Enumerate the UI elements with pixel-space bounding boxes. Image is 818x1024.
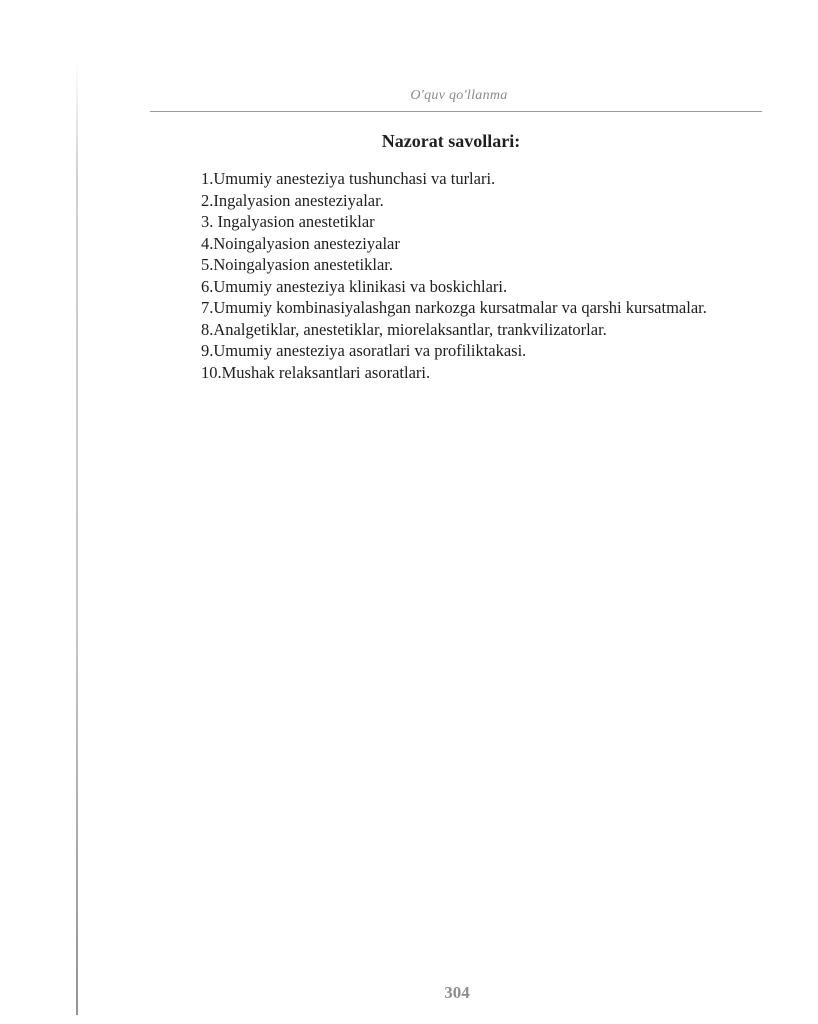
question-item: 2.Ingalyasion anesteziyalar. [201,190,384,210]
question-item: 6.Umumiy anesteziya klinikasi va boskichlari. [201,276,508,296]
question-item: 4.Noingalyasion anesteziyalar [201,233,400,253]
question-item: 8.Analgetiklar, anestetiklar, miorelaksantlar, trankvilizatorlar. [201,319,607,339]
header-rule [150,111,762,112]
section-title: Nazorat savollari: [381,131,521,151]
question-list [160,168,760,383]
question-item: 3. Ingalyasion anestetiklar [201,212,375,231]
page-number: 304 [444,983,470,1002]
scan-edge-shadow [76,60,78,1015]
question-item: 9.Umumiy anesteziya asoratlari va profiliktakasi. [201,341,527,360]
question-item: 1.Umumiy anesteziya tushunchasi va turlari. [201,169,496,188]
question-item: 5.Noingalyasion anestetiklar. [201,255,393,274]
running-header: O'quv qo'llanma [410,88,508,103]
question-item: 10.Mushak relaksantlari asoratlari. [201,362,431,382]
question-item: 7.Umumiy kombinasiyalashgan narkozga kursatmalar va qarshi kursatmalar. [201,298,707,317]
